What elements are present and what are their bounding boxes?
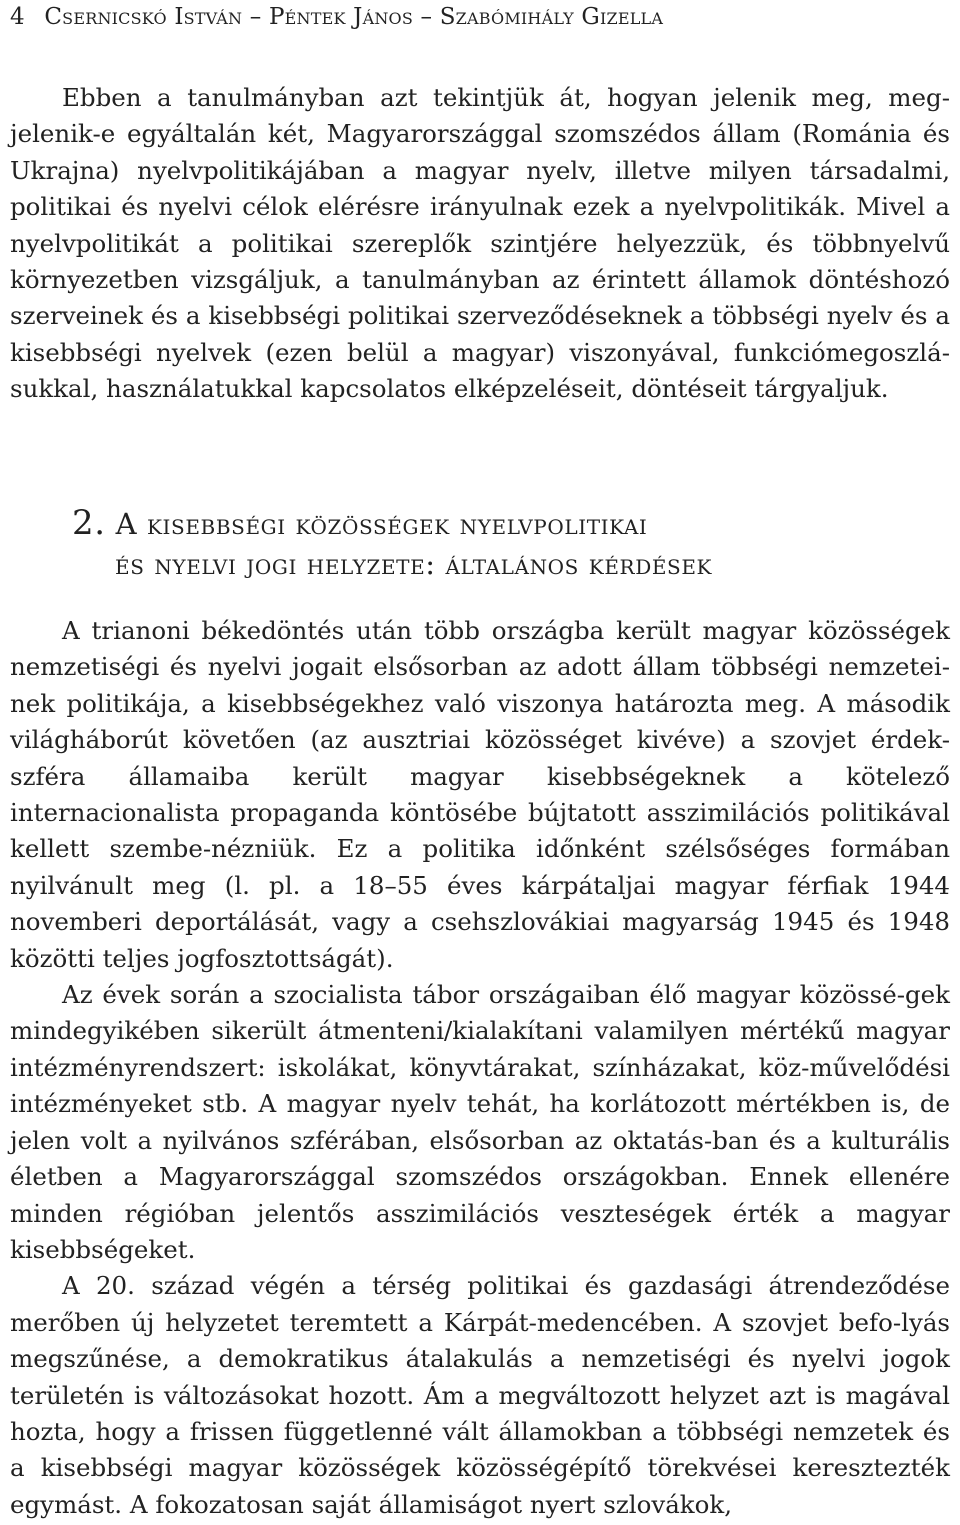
body-paragraph-1: A trianoni békedöntés után több országba került magyar közösségek nemzetiségi és nyelvi jogait elsősorban az adott állam többségi nemzetei-nek politikája, a kisebbségekhez való viszonya határozta meg. A második világháborút követően (az ausztriai közösséget kivéve) a szovjet érdek-szféra államaiba került magyar kisebbségeknek a kötelező internacionalista propaganda köntösébe bújtatott asszimilációs politikával kellett szembe-nézniük. Ez a politika időnként szélsőséges formában nyilvánult meg (l. pl. a 18–55 éves kárpátaljai magyar férfiak 1944 novemberi deportálását, vagy a csehszlovákiai magyarság 1945 és 1948 közötti teljes jogfosztottságát). <box>10 616 950 973</box>
section-number: 2. <box>72 503 106 543</box>
author-names: Csernicskó István – Péntek János – Szabómihály Gizella <box>44 4 664 30</box>
page-number: 4 <box>10 4 25 30</box>
section-title-line-1: A kisebbségi közösségek nyelvpolitikai <box>115 507 648 541</box>
section-body <box>10 613 950 1523</box>
running-header <box>10 3 950 31</box>
intro-section <box>10 80 950 408</box>
intro-paragraph: Ebben a tanulmányban azt tekintjük át, hogyan jelenik meg, meg-jelenik-e egyáltalán két, Magyarországgal szomszédos állam (Románia és Ukrajna) nyelvpolitikájában a magyar nyelv, illetve milyen társadalmi, politikai és nyelvi célok elérésre irányulnak ezek a nyelvpolitikák. Mivel a nyelvpolitikát a politikai szereplők szintjére helyezzük, és többnyelvű környezetben vizsgáljuk, a tanulmányban az érintett államok döntéshozó szerveinek és a kisebbségi politikai szerveződéseknek a többségi nyelv és a kisebbségi nyelvek (ezen belül a magyar) viszonyával, funkciómegoszlá-sukkal, használatukkal kapcsolatos elképzeléseit, döntéseit tárgyaljuk. <box>10 83 950 404</box>
body-paragraph-3: A 20. század végén a térség politikai és gazdasági átrendeződése merőben új helyzetet teremtett a Kárpát-medencében. A szovjet befo-lyás megszűnése, a demokratikus átalakulás a nemzetiségi és nyelvi jogok területén is változásokat hozott. Ám a megváltozott helyzet azt is magával hozta, hogy a frissen függetlenné vált államokban a többségi nemzetek és a kisebbségi magyar közösségek közösségépítő törekvései keresztezték egymást. A fokozatosan saját államiságot nyert szlovákok, <box>10 1271 950 1519</box>
section-title-line-2: és nyelvi jogi helyzete: általános kérdések <box>115 547 713 581</box>
body-paragraph-2: Az évek során a szocialista tábor országaiban élő magyar közössé-gek mindegyikében sikerült átmenteni/kialakítani valamilyen mértékű magyar intézményrendszert: iskolákat, könyvtárakat, színházakat, köz-művelődési intézményeket stb. A magyar nyelv tehát, ha korlátozott mértékben is, de jelen volt a nyilvános szférában, elsősorban az oktatás-ban és a kulturális életben a Magyarországgal szomszédos országokban. Ennek ellenére minden régióban jelentős asszimilációs veszteségek érték a magyar kisebbségeket. <box>10 980 950 1264</box>
section-heading <box>72 503 950 584</box>
